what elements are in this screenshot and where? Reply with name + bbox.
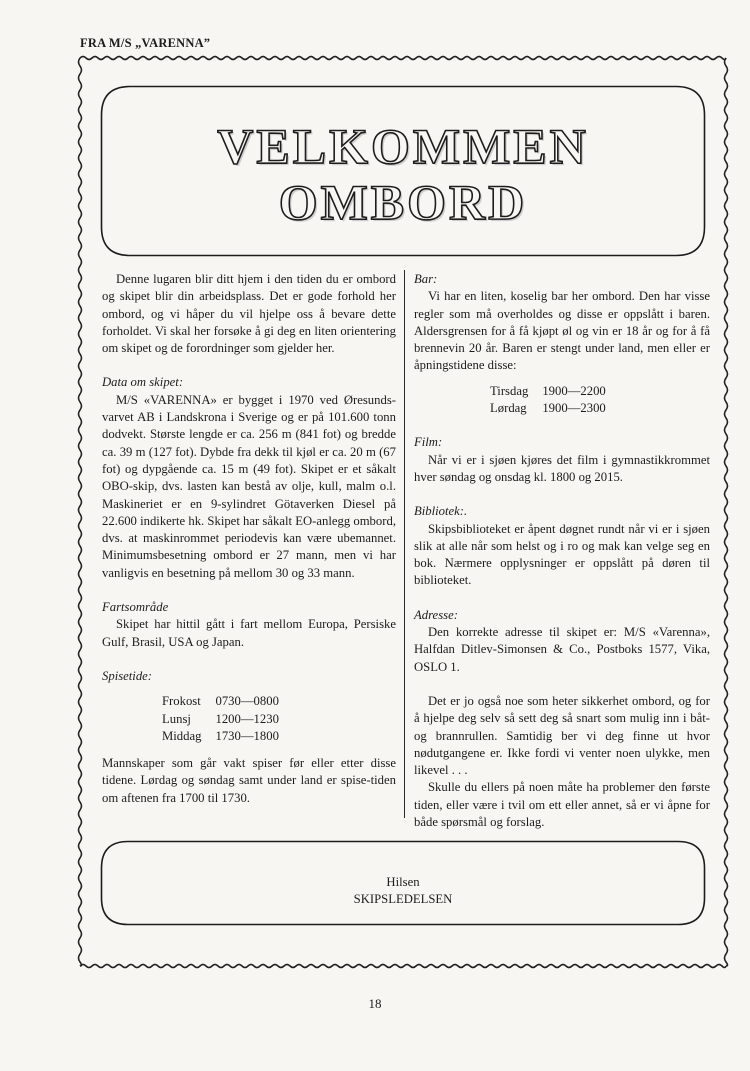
meal-name: Frokost <box>162 694 201 709</box>
wavy-border-left <box>79 58 82 966</box>
bar-day: Lørdag <box>490 401 527 416</box>
bibliotek-heading: Bibliotek:. <box>414 504 468 519</box>
bar-time: 1900—2300 <box>542 401 606 416</box>
problems-paragraph: Skulle du ellers på noen måte ha problemer den første tiden, eller være i tvil om ett eller annet, så er vi åpne for både spørsmål og forslag. <box>414 780 710 830</box>
meal-row <box>162 693 279 710</box>
signature: SKIPSLEDELSEN <box>353 892 453 906</box>
title-block <box>100 118 706 230</box>
meals-note: Mannskaper som går vakt spiser før eller etter disse tidene. Lørdag og søndag samt under land er spise-tiden om aftenen fra 1700 til 1730. <box>102 756 396 805</box>
film-heading: Film: <box>414 435 443 450</box>
meal-time: 0730—0800 <box>215 694 279 709</box>
meal-name: Middag <box>162 728 202 743</box>
meal-name: Lunsj <box>162 711 191 726</box>
safety-paragraph: Det er jo også noe som heter sikkerhet ombord, og for å hjelpe deg selv så sett deg så snart som mulig inn i båt- og brannrullen. Samtidig ber vi deg finne ut hvor nødutgangene er. Ikke fordi vi venter noen ulykke, men likevel . . . <box>414 693 710 778</box>
adresse-paragraph: Den korrekte adresse til skipet er: M/S «Varenna», Halfdan Ditlev-Simonsen & Co., Postboks 1577, Vika, OSLO 1. <box>414 625 710 674</box>
meal-time: 1200—1230 <box>215 711 279 726</box>
running-header: FRA M/S „VARENNA” <box>80 36 211 50</box>
bar-heading: Bar: <box>414 272 438 286</box>
page-number: 18 <box>368 996 382 1011</box>
intro-paragraph: Denne lugaren blir ditt hjem i den tiden du er ombord og skipet blir din arbeidsplass. Det er gode forhold her ombord, og vi håper du vil hjelpe oss å bevare dette forholdet. Vi skal her forsøke å gi deg en liten orientering om skipet og de forordninger som gjelder her. <box>102 272 396 356</box>
data-heading: Data om skipet: <box>102 375 184 390</box>
title-line-1: VELKOMMEN <box>217 118 589 174</box>
adresse-heading: Adresse: <box>414 607 458 622</box>
bar-hours-row <box>490 400 606 417</box>
wavy-border-bottom <box>80 965 726 968</box>
left-column <box>102 271 396 807</box>
wavy-border-top <box>80 57 726 60</box>
meal-row <box>162 711 279 728</box>
signature-block <box>100 874 706 908</box>
spacer <box>414 676 710 693</box>
meal-time: 1730—1800 <box>215 728 279 743</box>
meal-row <box>162 728 279 745</box>
column-divider <box>404 270 405 818</box>
film-paragraph: Når vi er i sjøen kjøres det film i gymnastikkrommet hver søndag og onsdag kl. 1800 og 2015. <box>414 452 710 484</box>
meal-schedule <box>162 693 279 745</box>
bibliotek-paragraph: Skipsbiblioteket er åpent døgnet rundt når vi er i sjøen slik at alle når som helst og i ro og mak kan velge seg en bok. Nærmere opplysninger er oppslått på døren til biblioteket. <box>414 521 710 588</box>
data-paragraph: M/S «VARENNA» er bygget i 1970 ved Øresunds-varvet AB i Landskrona i Sverige og er på 101.600 tonn dodvekt. Største lengde er ca. 256 m (841 fot) og bredde ca. 39 m (127 fot). Dybde fra dekk til kjøl er ca. 20 m (67 fot) og dypgående ca. 15 m (49 fot). Skipet er et såkalt OBO-skip, dvs. lasten kan bestå av olje, kull, malm o.l. Maskineriet er en 9-sylindret Götaverken Diesel på 22.600 indikerte hk. Skipet har såkalt EO-anlegg ombord, dvs. at maskinrommet periodevis kan være ubemannet. Minimumsbesetning ombord er 27 mann, men vi har vanligvis en besetning på mellom 30 og 33 mann. <box>102 392 396 580</box>
bar-hours-row <box>490 383 606 400</box>
fart-heading: Fartsområde <box>102 600 169 615</box>
bar-day: Tirsdag <box>490 383 529 398</box>
spise-heading: Spisetide: <box>102 668 153 683</box>
bar-time: 1900—2200 <box>542 383 606 398</box>
title-line-2: OMBORD <box>278 174 528 230</box>
fart-paragraph: Skipet har hittil gått i fart mellom Europa, Persiske Gulf, Brasil, USA og Japan. <box>102 617 396 649</box>
greeting: Hilsen <box>386 875 420 889</box>
right-column <box>414 271 710 831</box>
wavy-border-right <box>725 58 728 966</box>
bar-hours <box>490 383 606 418</box>
bar-paragraph: Vi har en liten, koselig bar her ombord. Den har visse regler som må overholdes og disse er oppslått i baren. Aldersgrensen for å få kjøpt øl og vin er 18 år og for å få brennevin 20 år. Baren er stengt under land, men eller er åpningstidene disse: <box>414 289 710 373</box>
